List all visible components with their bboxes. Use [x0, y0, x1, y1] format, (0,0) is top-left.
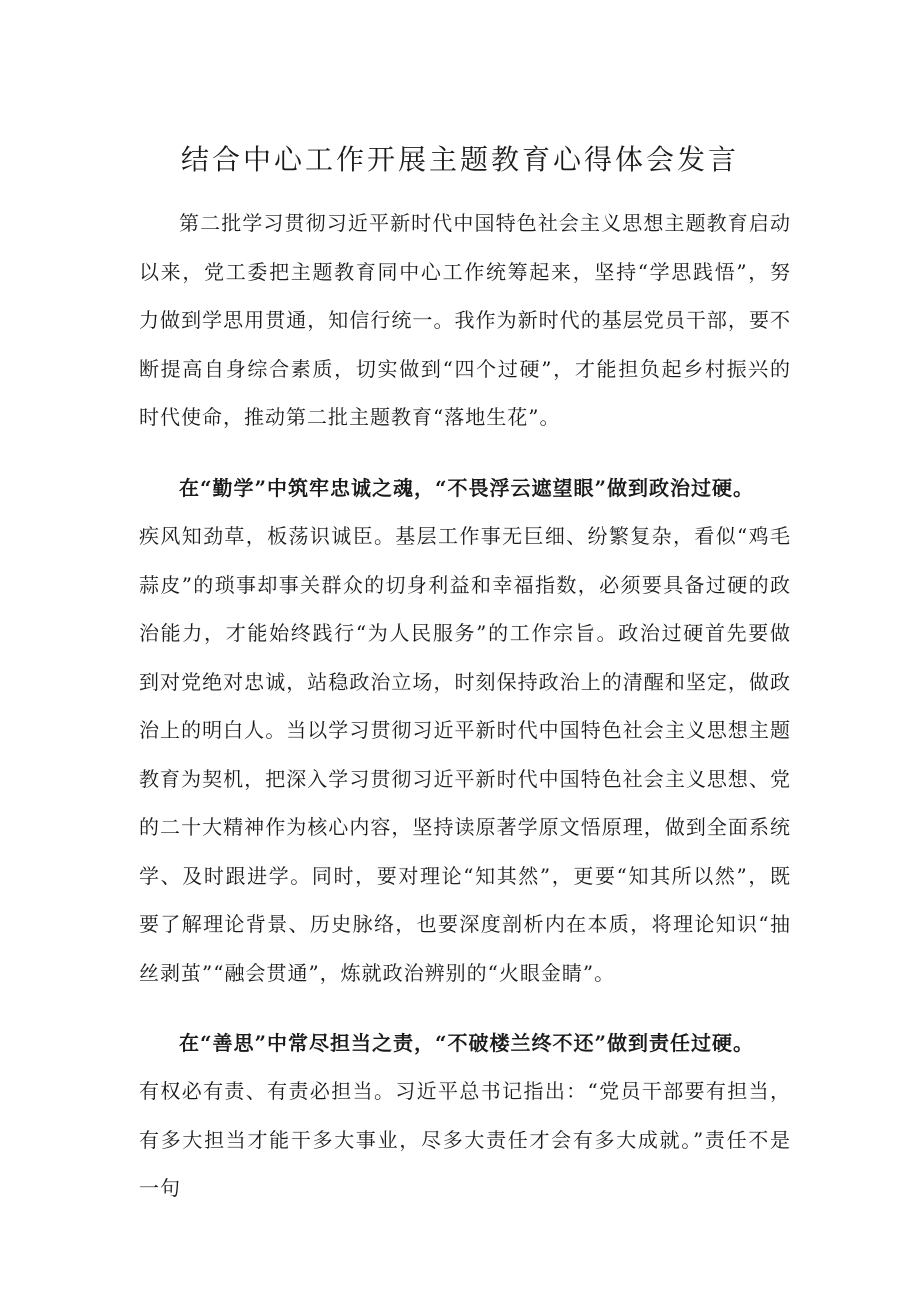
section-body-responsibility: 有权必有责、有责必担当。习近平总书记指出：“党员干部要有担当，有多大担当才能干多大事业，尽多大责任才会有多大成就。”责任不是一句 — [139, 1079, 791, 1200]
document-title: 结合中心工作开展主题教育心得体会发言 — [180, 143, 739, 176]
section-heading-political: 在“勤学”中筑牢忠诚之魂，“不畏浮云遮望眼”做到政治过硬。 — [179, 476, 755, 500]
intro-paragraph: 第二批学习贯彻习近平新时代中国特色社会主义思想主题教育启动以来，党工委把主题教育同中心工作统筹起来，坚持“学思践悟”，努力做到学思用贯通，知信行统一。我作为新时代的基层党员干部，要不断提高自身综合素质，切实做到“四个过硬”，才能担负起乡村振兴的时代使命，推动第二批主题教育“落地生花”。 — [139, 211, 791, 429]
section-heading-responsibility: 在“善思”中常尽担当之责，“不破楼兰终不还”做到责任过硬。 — [179, 1031, 755, 1055]
section-body-political: 疾风知劲草，板荡识诚臣。基层工作事无巨细、纷繁复杂，看似“鸡毛蒜皮”的琐事却事关群众的切身利益和幸福指数，必须要具备过硬的政治能力，才能始终践行“为人民服务”的工作宗旨。政治过硬首先要做到对党绝对忠诚，站稳政治立场，时刻保持政治上的清醒和坚定，做政治上的明白人。当以学习贯彻习近平新时代中国特色社会主义思想主题教育为契机，把深入学习贯彻习近平新时代中国特色社会主义思想、党的二十大精神作为核心内容，坚持读原著学原文悟原理，做到全面系统学、及时跟进学。同时，要对理论“知其然”，更要“知其所以然”，既要了解理论背景、历史脉络，也要深度剖析内在本质，将理论知识“抽丝剥茧”“融会贯通”，炼就政治辨别的“火眼金睛”。 — [139, 524, 791, 985]
